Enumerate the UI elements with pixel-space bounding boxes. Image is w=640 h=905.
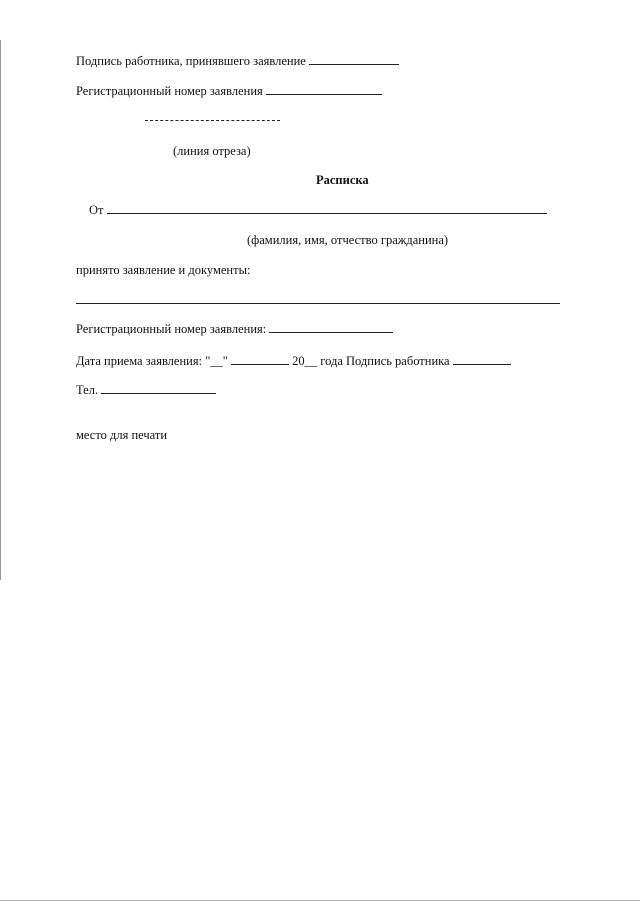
from-label: От	[89, 203, 104, 217]
reg-number-label-2: Регистрационный номер заявления:	[76, 322, 267, 336]
scan-bottom-edge	[0, 900, 640, 901]
tel-label: Тел.	[76, 383, 99, 397]
date-label: Дата приема заявления: "__"	[76, 354, 228, 368]
reg-number-blank-2[interactable]	[269, 320, 393, 333]
signature-employee-row	[76, 52, 399, 69]
reg-number-blank[interactable]	[266, 82, 382, 95]
from-row	[89, 201, 547, 218]
fio-hint: (фамилия, имя, отчество гражданина)	[247, 233, 449, 247]
reg-number-row	[76, 82, 382, 99]
receipt-title: Расписка	[316, 173, 369, 187]
employee-signature-blank[interactable]	[453, 352, 511, 365]
tel-row	[76, 381, 216, 398]
reg-number-row-2	[76, 320, 393, 337]
signature-employee-label: Подпись работника, принявшего заявление	[76, 54, 306, 68]
accepted-label: принято заявление и документы:	[76, 263, 251, 277]
year-signature-text: 20__ года Подпись работника	[292, 354, 450, 368]
cut-line-label: (линия отреза)	[173, 144, 251, 158]
from-name-blank[interactable]	[107, 201, 547, 214]
date-month-blank[interactable]	[231, 352, 289, 365]
date-row	[76, 352, 511, 369]
tel-blank[interactable]	[101, 381, 216, 394]
stamp-place: место для печати	[76, 428, 168, 442]
scan-left-edge	[0, 40, 1, 580]
cut-line	[145, 120, 280, 121]
documents-blank-line[interactable]	[76, 303, 560, 304]
signature-employee-blank[interactable]	[309, 52, 399, 65]
reg-number-label: Регистрационный номер заявления	[76, 84, 263, 98]
